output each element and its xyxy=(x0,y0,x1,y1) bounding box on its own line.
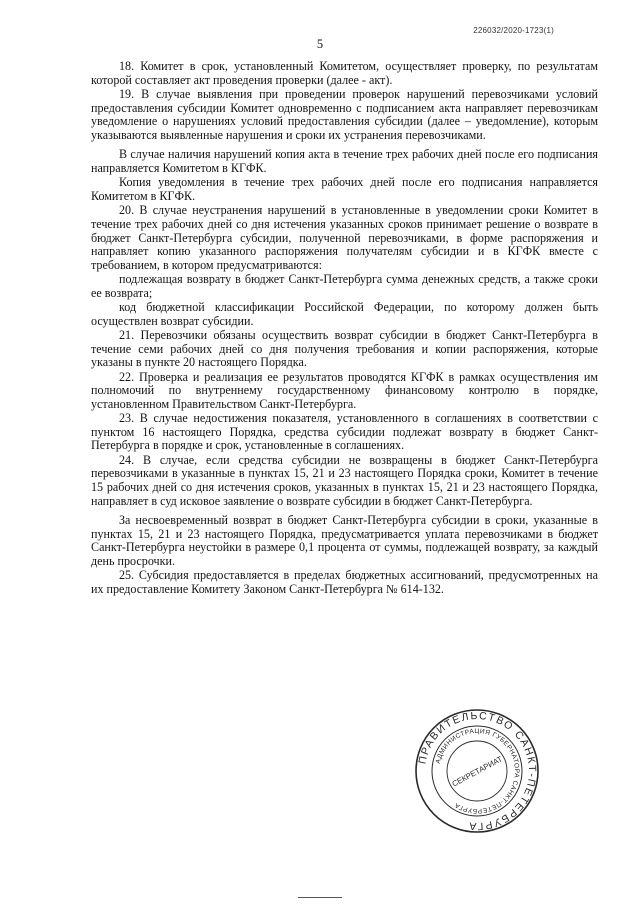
paragraph-20-code: код бюджетной классификации Российской Федерации, по которому должен быть осуществлен возврат субсидии. xyxy=(91,300,598,328)
secretariat-stamp xyxy=(414,708,540,834)
paragraph-18: 18. Комитет в срок, установленный Комитетом, осуществляет проверку, по результатам которой составляет акт проведения проверки (далее - акт). xyxy=(91,59,598,87)
paragraph-22: 22. Проверка и реализация ее результатов проводятся КГФК в рамках осуществления им полномочий по внутреннему государственному финансовому контролю в порядке, установленном Правительством Санкт-Петербурга. xyxy=(91,369,598,411)
paragraph-act-copy: В случае наличия нарушений копия акта в течение трех рабочих дней после его подписания направляется Комитетом в КГФК. xyxy=(91,147,598,175)
stamp-outer-text: ПРАВИТЕЛЬСТВО САНКТ-ПЕТЕРБУРГА xyxy=(416,709,539,833)
paragraph-21: 21. Перевозчики обязаны осуществить возврат субсидии в бюджет Санкт-Петербурга в течение семи рабочих дней со дня получения требования и копии распоряжения, которые указаны в пункте 20 настоящего Порядка. xyxy=(91,328,598,370)
paragraph-20: 20. В случае неустранения нарушений в установленные в уведомлении сроки Комитет в течение трех рабочих дней со дня истечения указанных сроков принимает решение о возврате в бюджет Санкт-Петербурга субсидии, полученной перевозчиками, в форме распоряжения и направляет копию указанного распоряжения получателям субсидии и в КГФК вместе с требованием, в котором предусматриваются: xyxy=(91,203,598,272)
paragraph-24: 24. В случае, если средства субсидии не возвращены в бюджет Санкт-Петербурга перевозчиками в указанные в пунктах 15, 21 и 23 настоящего Порядка сроки, Комитет в течение 15 рабочих дней со дня истечения сроков, указанных в пунктах 15, 21 и 23 настоящего Порядка, направляет в суд исковое заявление о возврате субсидии в бюджет Санкт-Петербурга. xyxy=(91,452,598,508)
document-body xyxy=(91,60,598,597)
paragraph-19: 19. В случае выявления при проведении проверок нарушений перевозчиками условий предоставления субсидии Комитет одновременно с подписанием акта направляет перевозчикам уведомление о нарушениях условий предоставления субсидии (далее – уведомление), которым указываются выявленные нарушения и сроки их устранения перевозчиками. xyxy=(91,86,598,142)
stamp-inner-text: АДМИНИСТРАЦИЯ ГУБЕРНАТОРА САНКТ-ПЕТЕРБУРГА xyxy=(434,727,521,815)
document-id: 226032/2020-1723(1) xyxy=(473,26,554,35)
paragraph-penalty: За несвоевременный возврат в бюджет Санкт-Петербурга субсидии в сроки, указанные в пунктах 15, 21 и 23 настоящего Порядка, предусматривается уплата перевозчиками в бюджет Санкт-Петербурга неустойки в размере 0,1 процента от суммы, подлежащей возврату, за каждый день просрочки. xyxy=(91,513,598,568)
stamp-center-text: СЕКРЕТАРИАТ xyxy=(450,754,504,789)
paragraph-23: 23. В случае недостижения показателя, установленного в соглашениях в соответствии с пунктом 16 настоящего Порядка, средства субсидии подлежат возврату в бюджет Санкт-Петербурга в порядке и срок, установленные в соглашениях. xyxy=(91,411,598,453)
footer-divider xyxy=(298,897,342,898)
page-number: 5 xyxy=(316,37,324,51)
paragraph-notice-copy: Копия уведомления в течение трех рабочих дней после его подписания направляется Комитетом в КГФК. xyxy=(91,175,598,203)
paragraph-25: 25. Субсидия предоставляется в пределах бюджетных ассигнований, предусмотренных на их предоставление Комитету Законом Санкт-Петербурга № 614-132. xyxy=(91,568,598,596)
paragraph-20-amount: подлежащая возврату в бюджет Санкт-Петербурга сумма денежных средств, а также сроки ее возврата; xyxy=(91,272,598,300)
